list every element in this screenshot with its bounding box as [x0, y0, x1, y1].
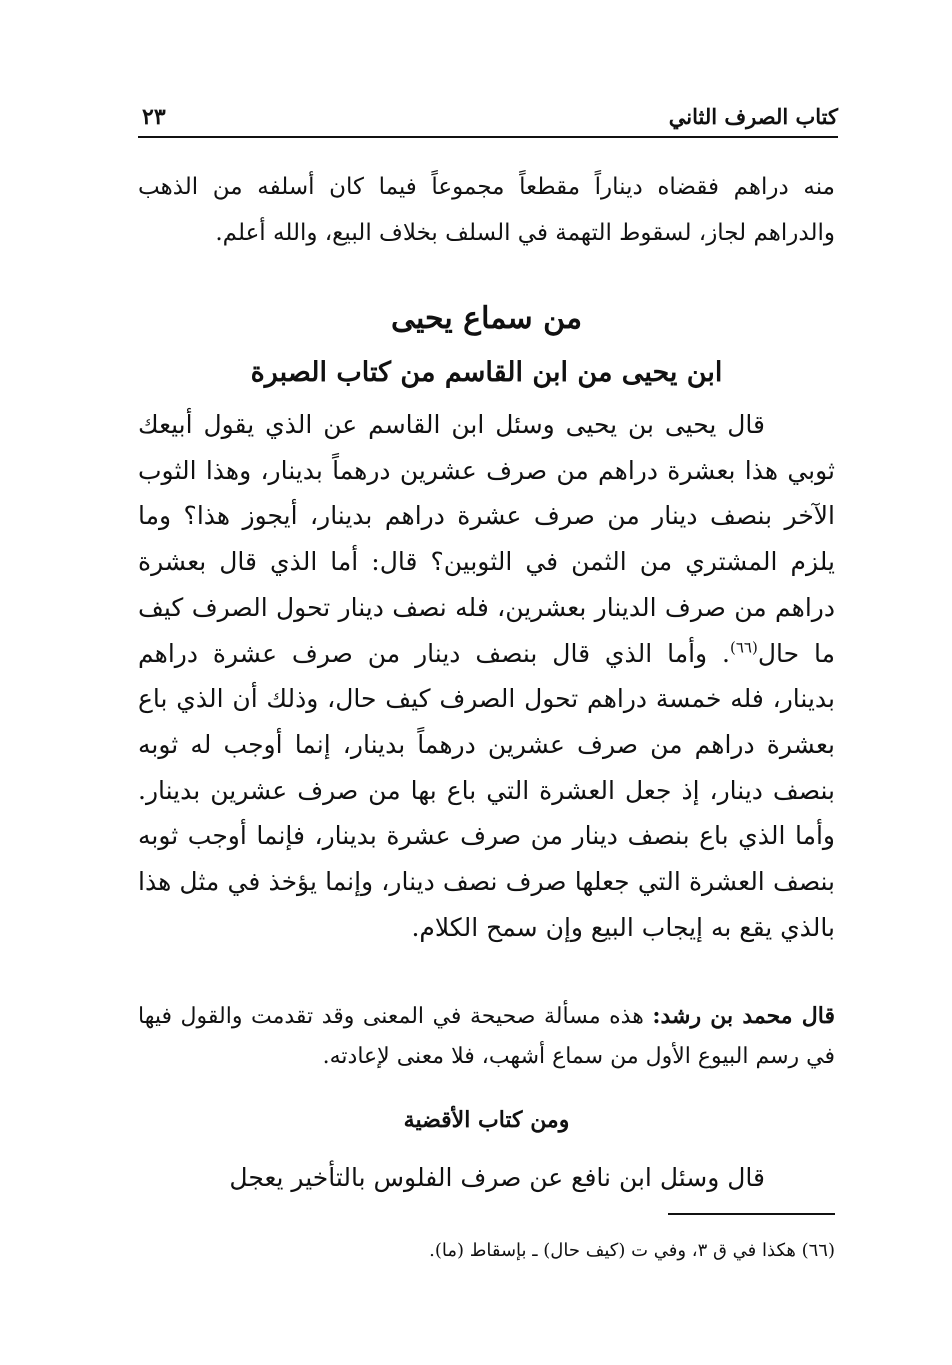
- footnote-reference[interactable]: (٦٦): [730, 638, 758, 657]
- main-paragraph: [138, 402, 835, 950]
- page-number: ٢٣: [142, 104, 166, 130]
- intro-paragraph: منه دراهم فقضاه ديناراً مقطعاً مجموعاً فيما كان أسلفه من الذهب والدراهم لجاز، لسقوط التهمة في السلف بخلاف البيع، والله أعلم.: [138, 174, 835, 246]
- footnote-divider: [668, 1213, 835, 1215]
- main-text-before-ref: قال يحيى بن يحيى وسئل ابن القاسم عن الذي يقول أبيعك ثوبي هذا بعشرة دراهم من صرف عشرين درهماً بدينار، وهذا الثوب الآخر بنصف دينار من صرف عشرة دراهم بدينار، أيجوز هذا؟ وما يلزم المشتري من الثمن في الثوبين؟ قال: أما الذي قال بعشرة دراهم من صرف الدينار بعشرين، فله نصف دينار تحول الصرف كيف ما حال: [138, 410, 835, 668]
- section-subtitle: ابن يحيى من ابن القاسم من كتاب الصبرة: [250, 357, 723, 388]
- section2-title: ومن كتاب الأقضية: [403, 1107, 570, 1133]
- footnote: (٦٦) هكذا في ق ٣، وفي ت (كيف حال) ـ بإسقاط (ما).: [429, 1240, 835, 1261]
- section-title: من سماع يحيى: [390, 301, 583, 336]
- main-text-after-ref: . وأما الذي قال بنصف دينار من صرف عشرة دراهم بدينار، فله خمسة دراهم تحول الصرف كيف حال، وذلك أن الذي باع بعشرة دراهم من صرف عشرين درهماً بدينار، إنما أوجب له ثوبه بنصف دينار، إذ جعل العشرة التي باع بها من صرف عشرين بدينار. وأما الذي باع بنصف دينار من صرف عشرة بدينار، فإنما أوجب ثوبه بنصف العشرة التي جعلها صرف نصف دينار، وإنما يؤخذ في مثل هذا بالذي يقع به إيجاب البيع وإن سمح الكلام.: [138, 638, 835, 942]
- commentary-speaker: قال محمد بن رشد:: [652, 1003, 835, 1029]
- running-header-title: كتاب الصرف الثاني: [668, 104, 838, 129]
- running-header: [138, 100, 838, 138]
- commentary-paragraph: [138, 996, 835, 1077]
- commentary-text: هذه مسألة صحيحة في المعنى وقد تقدمت والقول فيها في رسم البيوع الأول من سماع أشهب، فلا معنى لإعادته.: [138, 1004, 835, 1069]
- last-paragraph: قال وسئل ابن نافع عن صرف الفلوس بالتأخير يعجل: [229, 1163, 765, 1192]
